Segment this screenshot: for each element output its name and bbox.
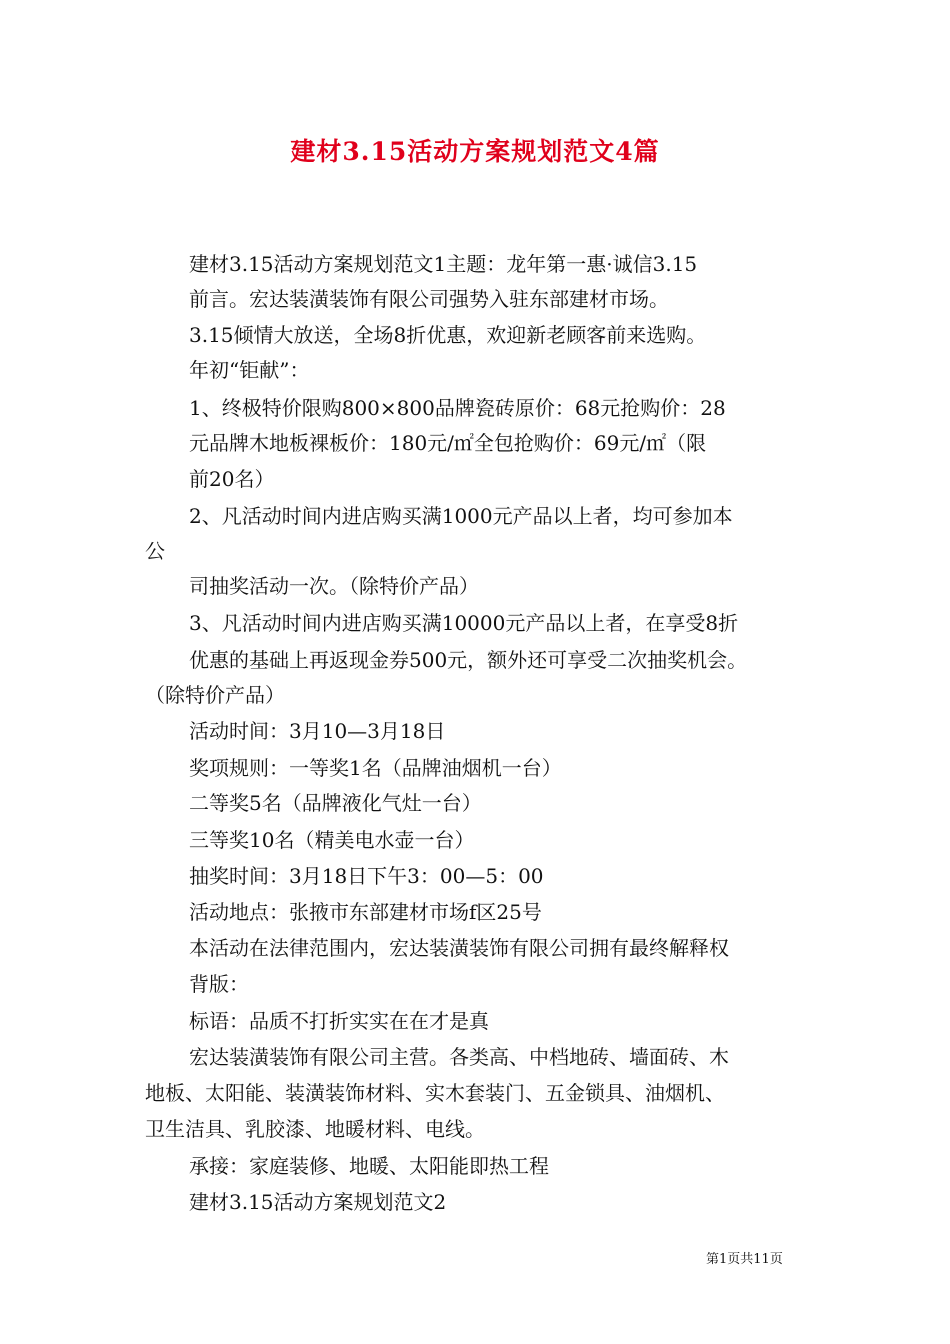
body-line-20: 本活动在法律范围内，宏达装潢装饰有限公司拥有最终解释权 [189, 936, 729, 960]
body-line-14: 活动时间：3月10—3月18日 [189, 719, 446, 743]
body-line-10: 司抽奖活动一次。（除特价产品） [189, 574, 479, 598]
document-title: 建材3.15活动方案规划范文4篇 [290, 137, 660, 166]
body-line-21: 背版： [189, 972, 249, 996]
body-line-13: （除特价产品） [145, 683, 285, 707]
body-line-6: 元品牌木地板裸板价：180元/㎡全包抢购价：69元/㎡（限 [189, 431, 707, 455]
body-line-8: 2、凡活动时间内进店购买满1000元产品以上者，均可参加本 [189, 504, 733, 528]
body-line-19: 活动地点：张掖市东部建材市场f区25号 [189, 900, 542, 924]
body-line-17: 三等奖10名（精美电水壶一台） [189, 828, 475, 852]
body-line-22: 标语：品质不打折实实在在才是真 [189, 1009, 489, 1033]
body-line-24: 地板、太阳能、装潢装饰材料、实木套装门、五金锁具、油烟机、 [145, 1081, 725, 1105]
body-line-18: 抽奖时间：3月18日下午3：00—5：00 [189, 864, 544, 888]
body-line-25: 卫生洁具、乳胶漆、地暖材料、电线。 [145, 1117, 485, 1141]
body-line-1: 建材3.15活动方案规划范文1主题：龙年第一惠·诚信3.15 [189, 252, 698, 276]
body-line-7: 前20名） [189, 467, 275, 491]
body-line-15: 奖项规则：一等奖1名（品牌油烟机一台） [189, 756, 562, 780]
body-line-27: 建材3.15活动方案规划范文2 [189, 1190, 447, 1214]
body-line-23: 宏达装潢装饰有限公司主营。各类高、中档地砖、墙面砖、木 [189, 1045, 729, 1069]
body-line-11: 3、凡活动时间内进店购买满10000元产品以上者，在享受8折 [189, 611, 739, 635]
body-line-2: 前言。宏达装潢装饰有限公司强势入驻东部建材市场。 [189, 287, 669, 311]
body-line-26: 承接：家庭装修、地暖、太阳能即热工程 [189, 1154, 549, 1178]
body-line-3: 3.15倾情大放送，全场8折优惠，欢迎新老顾客前来选购。 [189, 323, 707, 347]
body-line-12: 优惠的基础上再返现金券500元，额外还可享受二次抽奖机会。 [189, 648, 748, 672]
page-number: 第1页共11页 [706, 1252, 783, 1267]
body-line-5: 1、终极特价限购800×800品牌瓷砖原价：68元抢购价：28 [189, 396, 726, 420]
body-line-9: 公 [145, 539, 165, 563]
body-line-16: 二等奖5名（品牌液化气灶一台） [189, 791, 482, 815]
body-line-4: 年初“钜献”： [189, 358, 310, 382]
